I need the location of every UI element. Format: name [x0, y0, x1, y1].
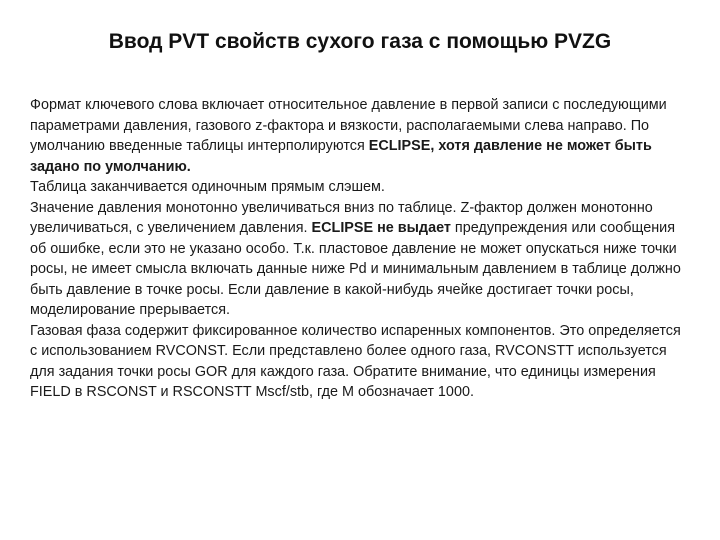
- paragraph-keyword-format: [30, 95, 690, 177]
- paragraph-gas-phase: [30, 321, 690, 403]
- slide-title: Ввод PVT свойств сухого газа с помощью PVZG: [108, 30, 612, 53]
- paragraph-text: Газовая фаза содержит фиксированное количество испаренных компонентов. Это определяется с использованием RVCONST. Если представлено более одного газа, RVCONSTT используется для задания точки росы GOR для каждого газа. Обратите внимание, что единицы измерения FIELD в RSCONST и RSCONSTT Mscf/stb, где M обозначает 1000.: [30, 322, 681, 400]
- paragraph-text: Значение давления монотонно увеличиваться вниз по таблице. Z-фактор должен монотонно увеличиваться, с увеличением давления.: [30, 199, 653, 236]
- paragraph-emphasis: ECLIPSE, хотя давление не может быть задано по умолчанию.: [30, 138, 652, 175]
- paragraph-emphasis: ECLIPSE не выдает: [311, 220, 451, 236]
- paragraph-text: Таблица заканчивается одиночным прямым слэшем.: [30, 179, 385, 195]
- slide-body: [30, 95, 690, 403]
- paragraph-tail: предупреждения или сообщения об ошибке, если это не указано особо. Т.к. пластовое давление не может опускаться ниже точки росы, не имеет смысла включать данные ниже Pd и минимальным давлением в таблице должно быть давление в точке росы. Если давление в какой-нибудь ячейке достигает точки росы, моделирование прерывается.: [30, 220, 681, 318]
- paragraph-table-terminator: [30, 177, 690, 198]
- paragraph-pressure-monotonic: [30, 198, 690, 321]
- paragraph-text: Формат ключевого слова включает относительное давление в первой записи с последующими параметрами давления, газового z-фактора и вязкости, располагаемыми слева направо. По умолчанию введенные таблицы интерполируются: [30, 97, 667, 154]
